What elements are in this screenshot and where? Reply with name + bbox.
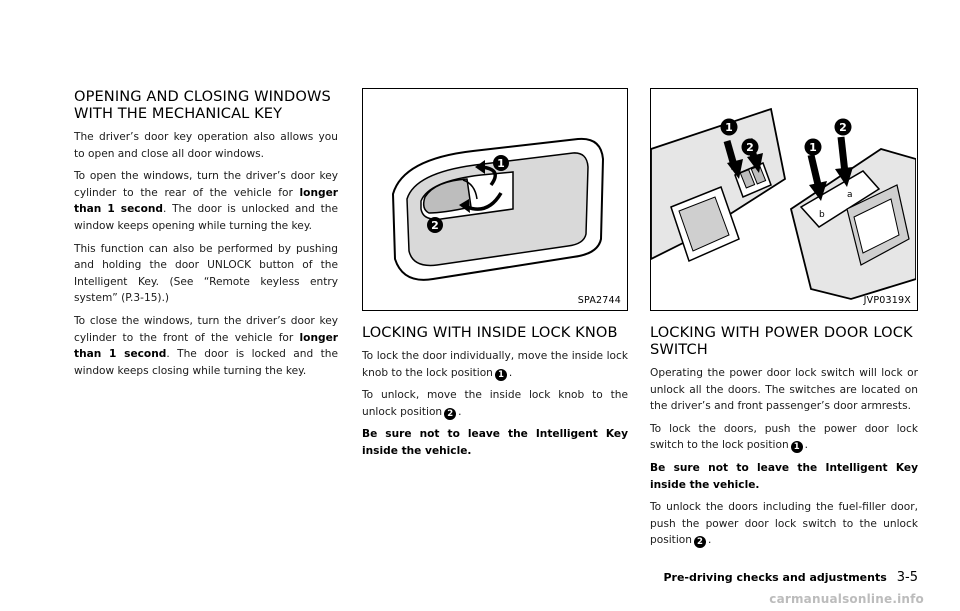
footer-section-title: Pre-driving checks and adjustments [663,571,887,584]
column-inside-lock-knob [362,88,628,466]
callout-2-label: 2 [431,219,439,232]
door-switch-illustration [651,89,916,309]
paragraph-switch-unlock: To unlock the doors including the fuel-filler door, push the power door lock switch to the unlock position 2 . [650,501,918,548]
figure-code: JVP0319X [863,295,911,306]
paragraph-open-windows: To open the windows, turn the driver’s door key cylinder to the rear of the vehicle for longer than 1 second. The door is unlocked and the window keeps opening while turning the key. [74,170,338,232]
svg-text:1: 1 [725,121,733,134]
paragraph-switch-location: Operating the power door lock switch will lock or unlock all the doors. The switches are located on the driver’s and front passenger’s door armrests. [650,367,918,413]
callout-1-icon: 1 [495,369,507,381]
paragraph-intelligent-key-unlock: This function can also be performed by pushing and holding the door UNLOCK button of the Intelligent Key. (See “Remote keyless entry system” (P.3-15).) [74,242,338,305]
callout-1-icon: 1 [791,441,803,453]
heading-power-door-lock: LOCKING WITH POWER DOOR LOCK SWITCH [650,324,913,358]
paragraph-lock-knob-unlock: To unlock, move the inside lock knob to the unlock position 2 . [362,389,628,419]
door-handle-illustration [363,89,626,309]
paragraph-switch-lock: To lock the doors, push the power door lock switch to the lock position 1 . [650,422,918,453]
paragraph-close-windows: To close the windows, turn the driver’s door key cylinder to the front of the vehicle for longer than 1 second. The door is locked and the window keeps closing while turning the key. [74,314,338,377]
heading-windows-mechanical-key: OPENING AND CLOSING WINDOWS WITH THE MECHANICAL KEY [74,88,331,122]
warning-intelligent-key: Be sure not to leave the Intelligent Key inside the vehicle. [650,461,918,491]
svg-text:2: 2 [839,121,847,134]
switch-label-b: b [819,210,825,220]
svg-text:2: 2 [746,141,754,154]
page-footer [663,570,918,585]
svg-text:1: 1 [809,141,817,154]
warning-intelligent-key: Be sure not to leave the Intelligent Key inside the vehicle. [362,428,628,457]
column-power-door-lock [650,88,918,555]
paragraph-lock-knob-lock: To lock the door individually, move the inside lock knob to the lock position 1 . [362,350,628,380]
watermark: carmanualsonline.info [769,592,924,606]
figure-code: SPA2744 [577,295,621,306]
callout-1-label: 1 [497,157,505,170]
paragraph-key-operation: The driver’s door key operation also allows you to open and close all door windows. [74,131,338,160]
callout-2-icon: 2 [444,408,456,420]
callout-2-icon: 2 [694,536,706,548]
figure-power-door-lock [650,88,918,311]
page-number: 3-5 [896,570,918,585]
switch-label-a: a [847,190,853,200]
figure-inside-lock-knob [362,88,628,311]
column-window-key [74,88,338,385]
heading-inside-lock-knob: LOCKING WITH INSIDE LOCK KNOB [362,324,618,341]
